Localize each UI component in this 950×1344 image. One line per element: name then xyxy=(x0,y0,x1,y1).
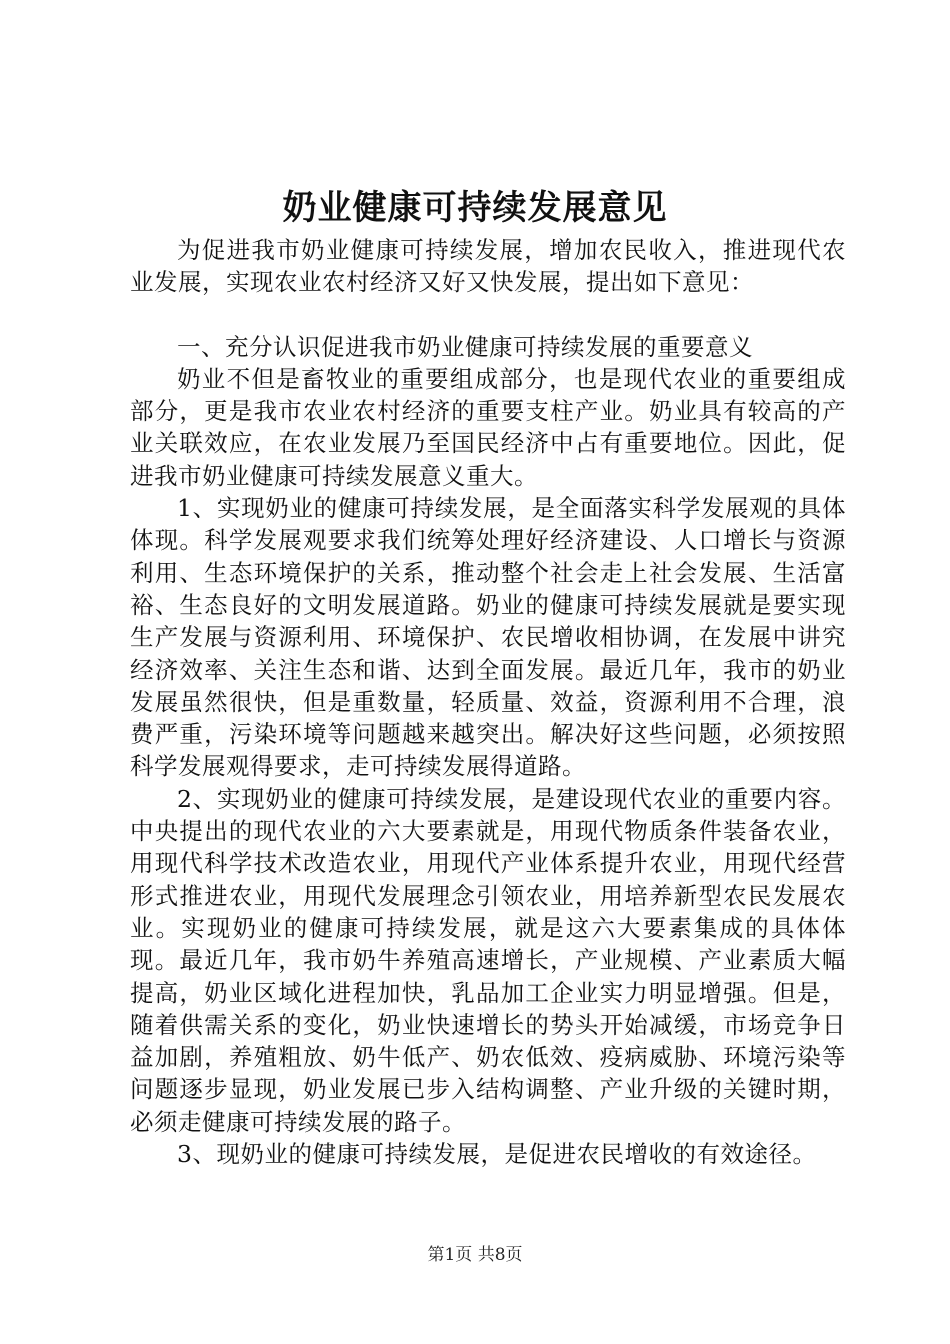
document-title: 奶业健康可持续发展意见 xyxy=(282,188,668,228)
section-heading: 一、充分认识促进我市奶业健康可持续发展的重要意义 xyxy=(177,332,753,361)
body-paragraph: 1、实现奶业的健康可持续发展，是全面落实科学发展观的具体体现。科学发展观要求我们统筹处理好经济建设、人口增长与资源利用、生态环境保护的关系，推动整个社会走上社会发展、生活富裕、生态良好的文明发展道路。奶业的健康可持续发展就是要实现生产发展与资源利用、环境保护、农民增收相协调，在发展中讲究经济效率、关注生态和谐、达到全面发展。最近几年，我市的奶业发展虽然很快，但是重数量，轻质量、效益，资源利用不合理，浪费严重，污染环境等问题越来越突出。解决好这些问题，必须按照科学发展观得要求，走可持续发展得道路。 xyxy=(130,494,846,781)
body-paragraph: 2、实现奶业的健康可持续发展，是建设现代农业的重要内容。中央提出的现代农业的六大要素就是，用现代物质条件装备农业，用现代科学技术改造农业，用现代产业体系提升农业，用现代经营形式推进农业，用现代发展理念引领农业，用培养新型农民发展农业。实现奶业的健康可持续发展，就是这六大要素集成的具体体现。最近几年，我市奶牛养殖高速增长，产业规模、产业素质大幅提高，奶业区域化进程加快，乳品加工企业实力明显增强。但是，随着供需关系的变化，奶业快速增长的势头开始减缓，市场竞争日益加剧，养殖粗放、奶牛低产、奶农低效、疫病威胁、环境污染等问题逐步显现，奶业发展已步入结构调整、产业升级的关键时期，必须走健康可持续发展的路子。 xyxy=(130,784,846,1136)
body-paragraph: 奶业不但是畜牧业的重要组成部分，也是现代农业的重要组成部分，更是我市农业农村经济的重要支柱产业。奶业具有较高的产业关联效应，在农业发展乃至国民经济中占有重要地位。因此，促进我市奶业健康可持续发展意义重大。 xyxy=(130,364,846,490)
intro-paragraph: 为促进我市奶业健康可持续发展，增加农民收入，推进现代农业发展，实现农业农村经济又好又快发展，提出如下意见： xyxy=(130,236,846,297)
document-body xyxy=(130,234,846,1170)
page-footer: 第1页 共8页 xyxy=(427,1245,523,1265)
body-paragraph: 3、现奶业的健康可持续发展，是促进农民增收的有效途径。 xyxy=(177,1140,817,1169)
